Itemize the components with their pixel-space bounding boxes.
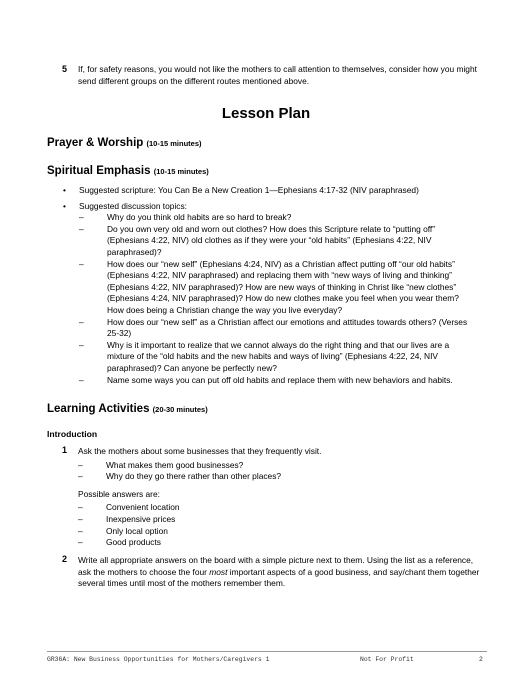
step1-question: – Why do they go there rather than other places? [78, 471, 478, 483]
step2-text-after: important aspects of a good business, and say/chant them together several times until most of the mothers remember them. [78, 566, 480, 589]
topic-item: – Name some ways you can put off old habits and replace them with new behaviors and habits. [79, 375, 475, 387]
topic-item: – How does our “new self” as a Christian affect our emotions and attitudes towards others? (Verses 25-32) [79, 317, 475, 340]
scripture-text: Suggested scripture: You Can Be a New Creation 1—Ephesians 4:17-32 (NIV paraphrased) [79, 185, 419, 195]
spiritual-heading-label: Spiritual Emphasis [47, 165, 151, 177]
spiritual-heading [47, 165, 209, 177]
step2-emphasis: most [209, 566, 228, 577]
scripture-bullet [63, 185, 475, 197]
step1-text: Ask the mothers about some businesses that they frequently visit. [78, 446, 322, 456]
learning-heading-label: Learning Activities [47, 403, 150, 415]
topic-item: – How does our “new self” (Ephesians 4:24, NIV) as a Christian affect putting off “our old habits” (Ephesians 4:22, NIV paraphrased) and replacing them with “new ways of living and thinking” (Ephesians 4:22, NIV paraphrased)? How are new ways of thinking in Christ like “new clothes” (Ephesians 4:24, NIV paraphrased)? How do new clothes make you feel when you wear them? How does being a Christian change the way you live everyday? [79, 259, 475, 317]
learning-heading [47, 403, 208, 415]
step1-number: 1 [62, 445, 68, 455]
step1-block [78, 446, 478, 549]
footer-rule [47, 651, 487, 652]
step2-number: 2 [62, 554, 68, 564]
prayer-heading-label: Prayer & Worship [47, 137, 144, 149]
footer-left: GR36A: New Business Opportunities for Mothers/Caregivers 1 [47, 656, 270, 663]
step2-text [78, 555, 482, 590]
topics-bullet [63, 201, 475, 387]
prayer-heading [47, 137, 202, 149]
footer-page-number: 2 [479, 656, 483, 663]
answer-item: – Inexpensive prices [78, 514, 478, 526]
answer-item: – Good products [78, 537, 478, 549]
prayer-duration: (10-15 minutes) [146, 139, 202, 148]
answer-item: – Convenient location [78, 502, 478, 514]
step2-text-before: Write all appropriate answers on the board with a simple picture next to them. Using the list as a reference, ask the mothers to choose the four [78, 555, 474, 577]
spiritual-duration: (10-15 minutes) [153, 167, 209, 176]
step1-question: – What makes them good businesses? [78, 460, 478, 472]
topic-item: – Why is it important to realize that we cannot always do the right thing and that our lives are a mixture of the “old habits and the new habits and ways of living” (Ephesians 4:22, 24, NIV paraphrased)? Can anyone be perfectly new? [79, 340, 475, 375]
spiritual-section [63, 185, 475, 386]
learning-duration: (20-30 minutes) [152, 405, 208, 414]
intro-item-number: 5 [62, 64, 68, 74]
answer-item: – Only local option [78, 526, 478, 538]
intro-item-text: If, for safety reasons, you would not like the mothers to call attention to themselves, consider how you might send different groups on the different routes mentioned above. [78, 64, 477, 86]
topics-label: Suggested discussion topics: [79, 200, 188, 211]
footer-center: Not For Profit [360, 656, 414, 663]
page-title: Lesson Plan [221, 105, 311, 122]
topic-item: – Why do you think old habits are so hard to break? [79, 212, 475, 224]
topic-item: – Do you own very old and worn out clothes? How does this Scripture relate to “putting off” (Ephesians 4:22, NIV) old clothes as if they were your “old habits” (Ephesians 4:22, NIV paraphrased)? [79, 224, 475, 259]
answers-label: Possible answers are: [78, 488, 160, 499]
introduction-heading: Introduction [47, 429, 98, 439]
